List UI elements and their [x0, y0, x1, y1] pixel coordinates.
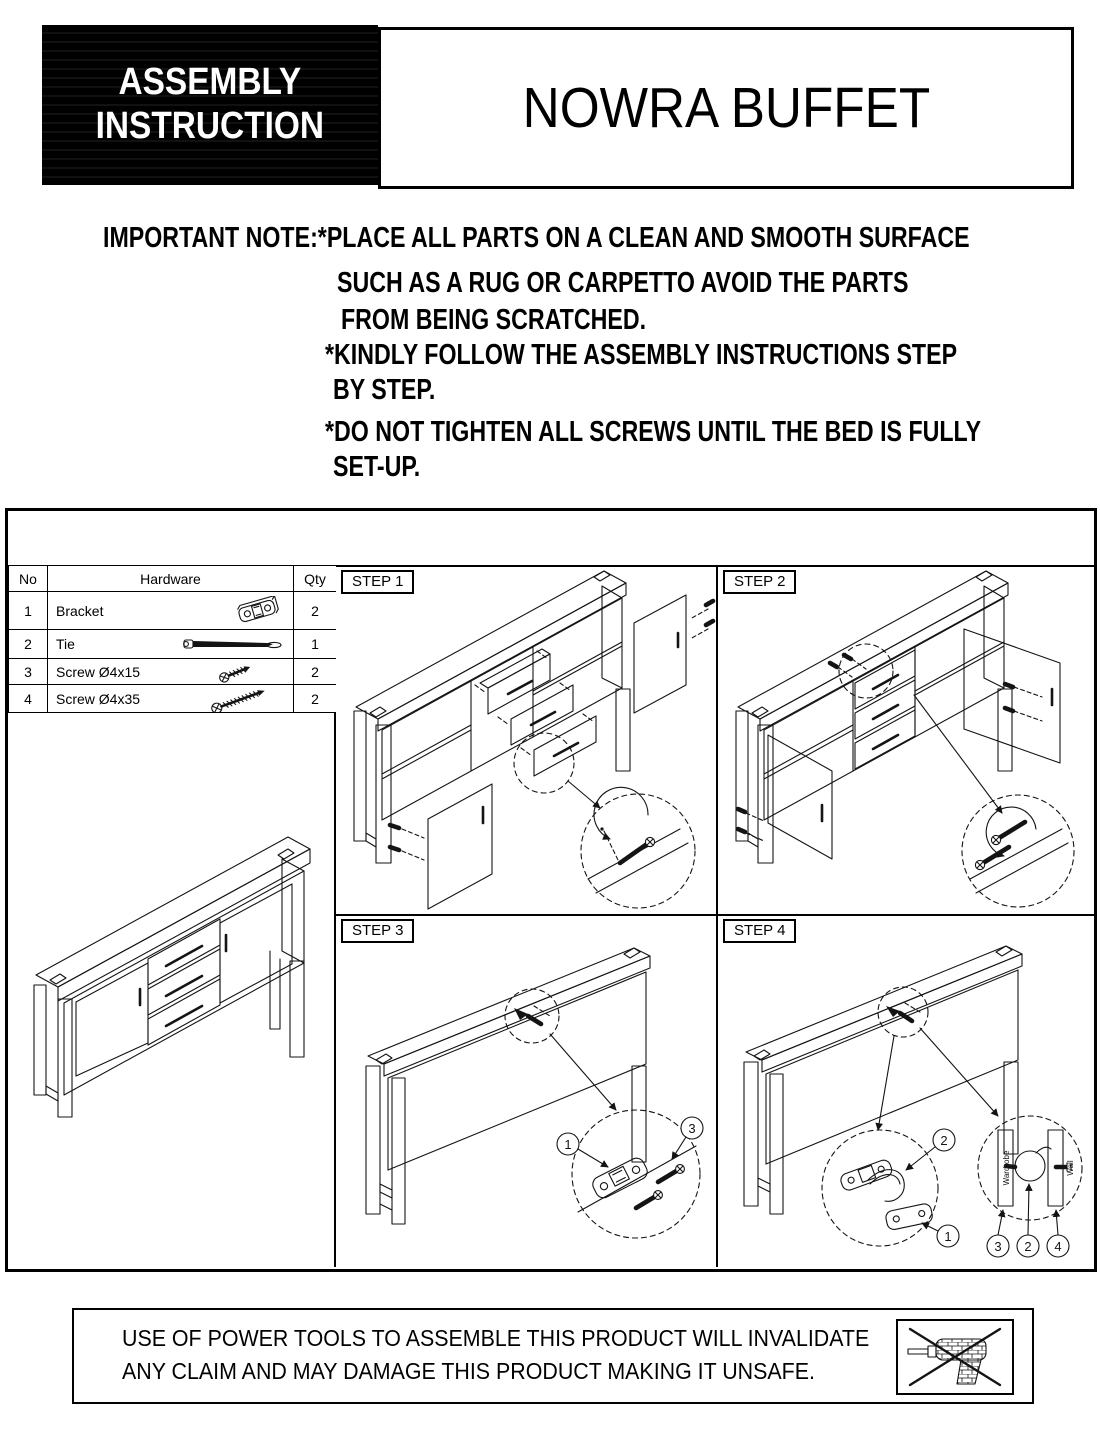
step1-panel — [336, 567, 716, 914]
badge-line-2: INSTRUCTION — [95, 105, 325, 147]
step3-label: STEP 3 — [341, 919, 414, 943]
hardware-table-header-row — [9, 566, 337, 592]
table-row — [9, 659, 337, 685]
hardware-qty: 2 — [294, 592, 337, 630]
long-screw-icon — [207, 686, 271, 712]
step4-callout-tie-loop: 2 — [1024, 1239, 1032, 1254]
row-no: 1 — [9, 592, 48, 630]
instruction-sheet-frame — [5, 508, 1097, 1272]
step4-panel — [718, 916, 1094, 1269]
note-line-4: *KINDLY FOLLOW THE ASSEMBLY INSTRUCTIONS STEP — [325, 339, 958, 371]
product-title-box — [378, 27, 1074, 189]
table-row — [9, 685, 337, 713]
warning-line-1: USE OF POWER TOOLS TO ASSEMBLE THIS PRODUCT WILL INVALIDATE — [122, 1325, 870, 1351]
table-row — [9, 592, 337, 630]
step1-drawing — [336, 567, 716, 914]
step4-callout-bracket: 1 — [944, 1229, 952, 1244]
note-line-3: FROM BEING SCRATCHED. — [341, 304, 647, 336]
col-header-no: No — [9, 566, 48, 592]
hardware-name: Tie — [56, 636, 75, 652]
bracket-icon — [235, 596, 279, 626]
row-no: 4 — [9, 685, 48, 713]
step4-callout-left-screw: 3 — [994, 1239, 1002, 1254]
row-no: 3 — [9, 659, 48, 685]
col-header-hardware: Hardware — [48, 566, 294, 592]
step4-drawing — [718, 916, 1094, 1269]
step4-wall-label: Wall — [1066, 1160, 1075, 1176]
table-row — [9, 630, 337, 659]
row-no: 2 — [9, 630, 48, 659]
warning-line-2: ANY CLAIM AND MAY DAMAGE THIS PRODUCT MAKING IT UNSAFE. — [122, 1358, 815, 1384]
finished-buffet-svg — [14, 799, 330, 1135]
step4-label: STEP 4 — [723, 919, 796, 943]
assembly-instruction-badge — [42, 25, 378, 185]
step3-callout-bracket: 1 — [564, 1137, 572, 1152]
note-line-7: SET-UP. — [333, 451, 421, 483]
note-line-6: *DO NOT TIGHTEN ALL SCREWS UNTIL THE BED IS FULLY — [325, 416, 982, 448]
step3-drawing — [336, 916, 716, 1269]
step2-drawing — [718, 567, 1094, 914]
col-header-qty: Qty — [294, 566, 337, 592]
finished-buffet-drawing — [14, 799, 330, 1135]
product-title: NOWRA BUFFET — [522, 76, 930, 140]
step4-wardrobe-label: Wardrobe — [1002, 1150, 1011, 1186]
note-line-2: SUCH AS A RUG OR CARPETTO AVOID THE PARTS — [337, 267, 909, 299]
step4-callout-right-screw: 4 — [1054, 1239, 1062, 1254]
step4-callout-tie: 2 — [940, 1133, 948, 1148]
hardware-name: Bracket — [56, 602, 104, 619]
step1-label: STEP 1 — [341, 570, 414, 594]
power-tools-warning-box — [72, 1308, 1034, 1404]
hardware-qty: 2 — [294, 685, 337, 713]
note-line-5: BY STEP. — [333, 374, 436, 406]
hardware-qty: 1 — [294, 630, 337, 659]
step2-label: STEP 2 — [723, 570, 796, 594]
hardware-table — [8, 565, 337, 713]
cable-tie-icon — [181, 636, 285, 652]
short-screw-icon — [215, 661, 255, 683]
no-power-drill-icon — [896, 1319, 1014, 1395]
hardware-name: Screw Ø4x35 — [56, 690, 141, 707]
step3-callout-screws: 3 — [688, 1121, 696, 1136]
step3-panel — [336, 916, 716, 1269]
hardware-name: Screw Ø4x15 — [56, 663, 141, 680]
hardware-qty: 2 — [294, 659, 337, 685]
badge-line-1: ASSEMBLY — [118, 61, 302, 104]
step2-panel — [718, 567, 1094, 914]
note-line-1: IMPORTANT NOTE:*PLACE ALL PARTS ON A CLEAN AND SMOOTH SURFACE — [103, 222, 970, 254]
